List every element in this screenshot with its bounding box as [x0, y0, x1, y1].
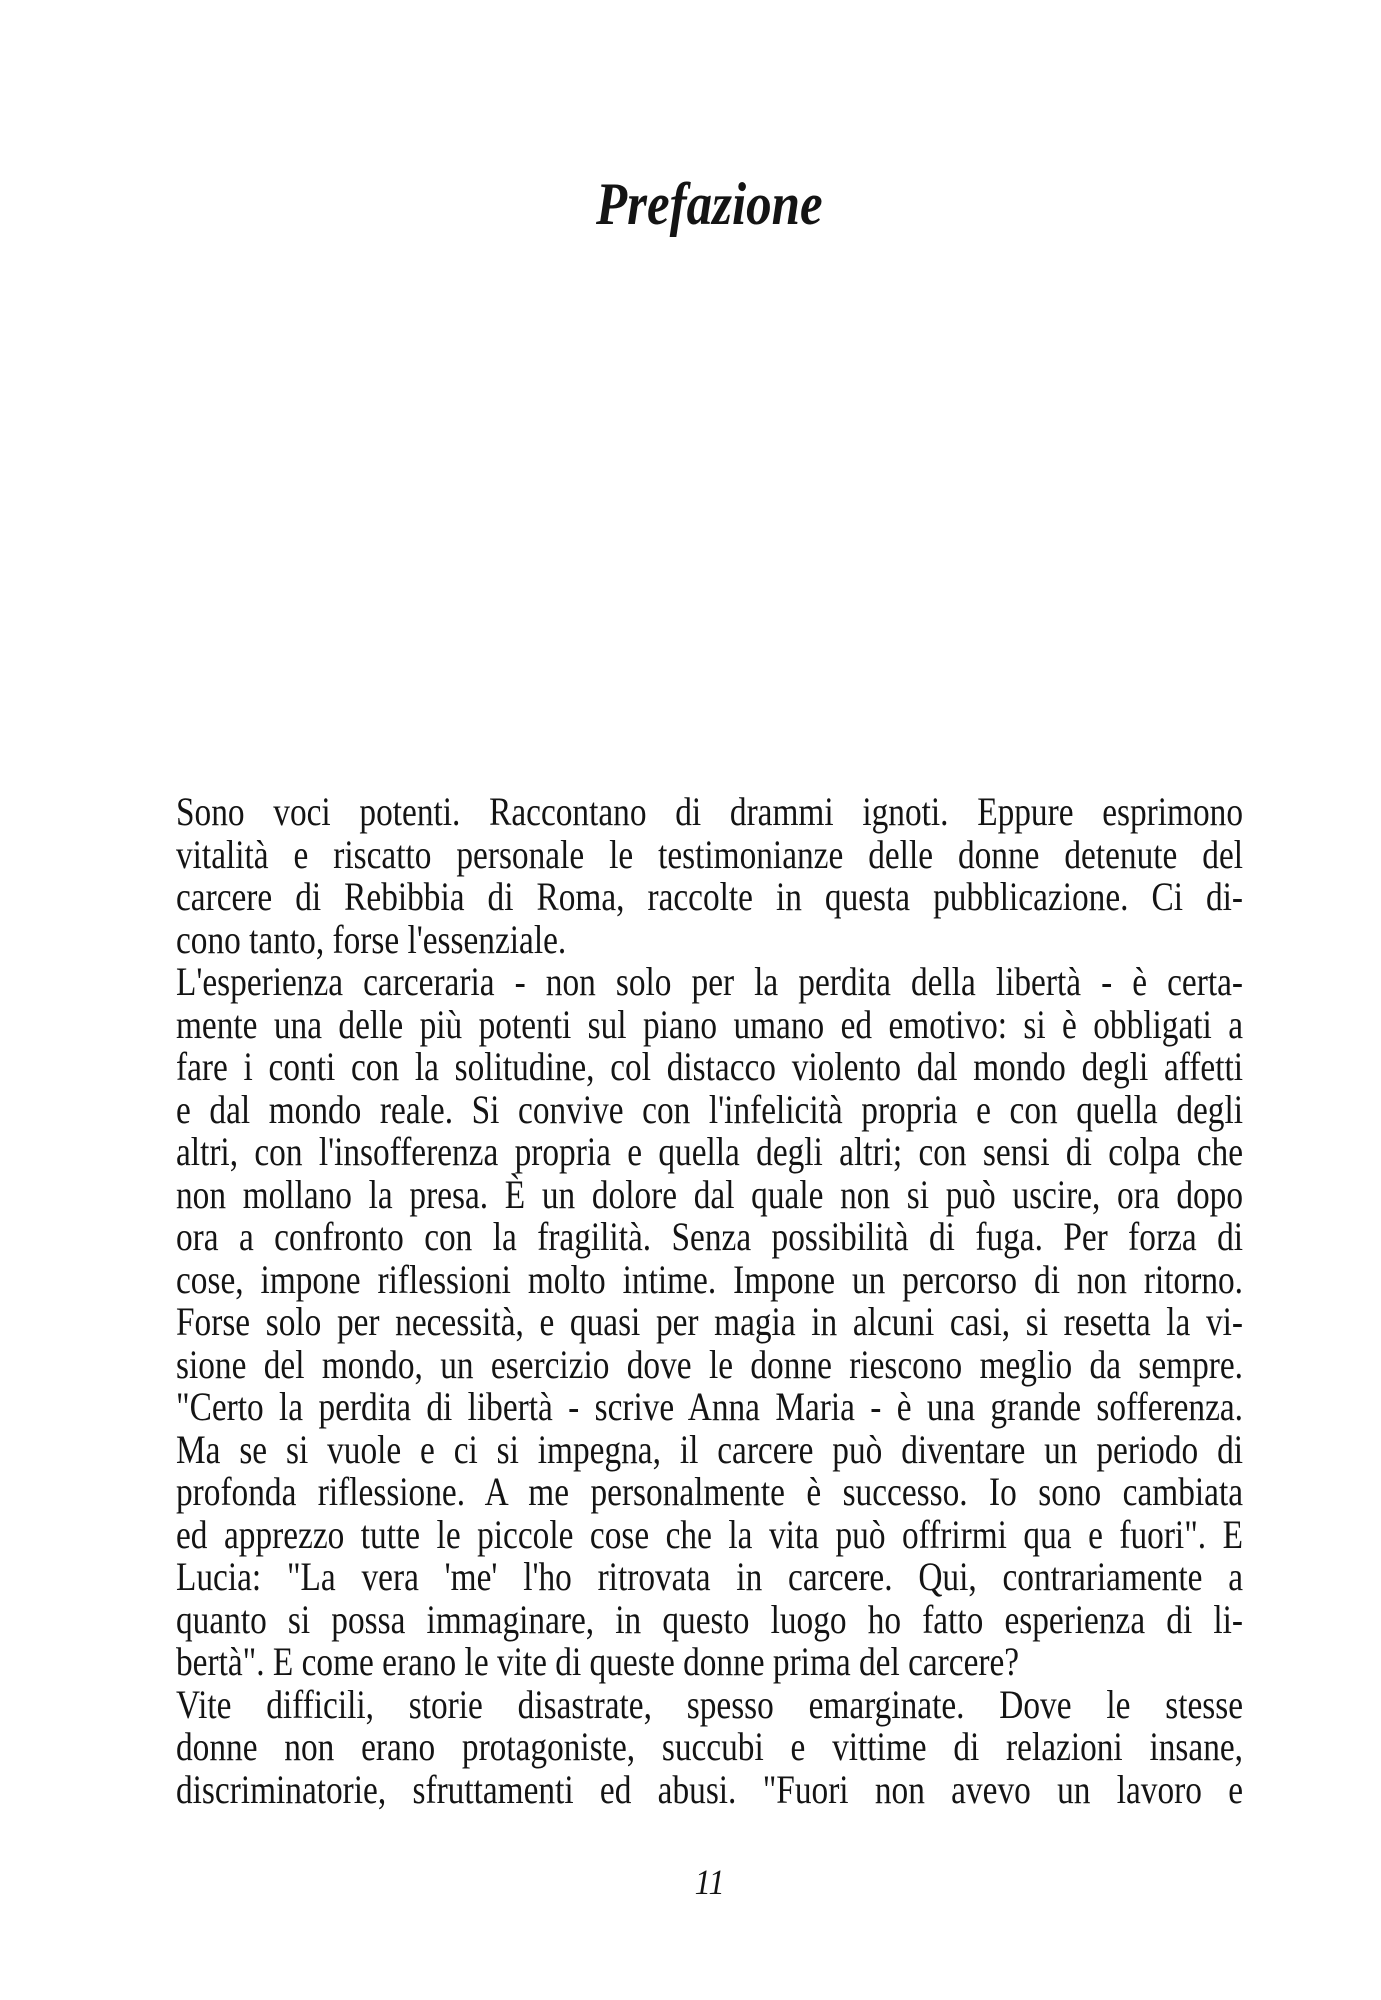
- text-line: Forse solo per necessità, e quasi per magia in alcuni casi, si resetta la vi-: [176, 1299, 1244, 1344]
- body-text-block: [176, 791, 1243, 1811]
- text-line: vitalità e riscatto personale le testimonianze delle donne detenute del: [176, 831, 1244, 877]
- text-line: e dal mondo reale. Si convive con l'infelicità propria e con quella degli: [176, 1086, 1244, 1132]
- text-line: ed apprezzo tutte le piccole cose che la vita può offrirmi qua e fuori". E: [176, 1511, 1244, 1557]
- text-line: sione del mondo, un esercizio dove le donne riescono meglio da sempre.: [176, 1341, 1244, 1387]
- text-line: non mollano la presa. È un dolore dal quale non si può uscire, ora dopo: [176, 1171, 1244, 1217]
- text-line: donne non erano protagoniste, succubi e vittime di relazioni insane,: [176, 1724, 1244, 1769]
- page-title-row: [176, 171, 1243, 237]
- text-line: quanto si possa immaginare, in questo luogo ho fatto esperienza di li-: [176, 1596, 1244, 1642]
- text-line: mente una delle più potenti sul piano umano ed emotivo: si è obbligati a: [176, 1001, 1244, 1047]
- text-line: Sono voci potenti. Raccontano di drammi ignoti. Eppure esprimono: [176, 789, 1244, 834]
- text-line: carcere di Rebibbia di Roma, raccolte in questa pubblicazione. Ci di-: [176, 874, 1244, 919]
- text-line: fare i conti con la solitudine, col distacco violento dal mondo degli affetti: [176, 1044, 1244, 1089]
- text-line: Vite difficili, storie disastrate, spesso emarginate. Dove le stesse: [176, 1681, 1244, 1727]
- page-number: 11: [694, 1862, 725, 1902]
- text-line: profonda riflessione. A me personalmente è successo. Io sono cambiata: [176, 1469, 1244, 1514]
- text-line: cose, impone riflessioni molto intime. Impone un percorso di non ritorno.: [176, 1256, 1244, 1302]
- body-text: [176, 791, 1243, 1811]
- text-line: cono tanto, forse l'essenziale.: [176, 916, 567, 962]
- page-title: Prefazione: [596, 171, 823, 237]
- text-line: discriminatorie, sfruttamenti ed abusi. "Fuori non avevo un lavoro e: [176, 1766, 1244, 1812]
- page-footer: [176, 1864, 1243, 1900]
- text-line: bertà". E come erano le vite di queste donne prima del carcere?: [176, 1639, 1020, 1684]
- text-line: altri, con l'insofferenza propria e quella degli altri; con sensi di colpa che: [176, 1129, 1244, 1174]
- text-line: Ma se si vuole e ci si impegna, il carcere può diventare un periodo di: [176, 1426, 1244, 1472]
- text-line: "Certo la perdita di libertà - scrive Anna Maria - è una grande sofferenza.: [176, 1384, 1244, 1429]
- text-line: ora a confronto con la fragilità. Senza possibilità di fuga. Per forza di: [176, 1214, 1244, 1259]
- text-line: Lucia: "La vera 'me' l'ho ritrovata in carcere. Qui, contrariamente a: [176, 1554, 1244, 1599]
- text-line: L'esperienza carceraria - non solo per la perdita della libertà - è certa-: [176, 959, 1244, 1004]
